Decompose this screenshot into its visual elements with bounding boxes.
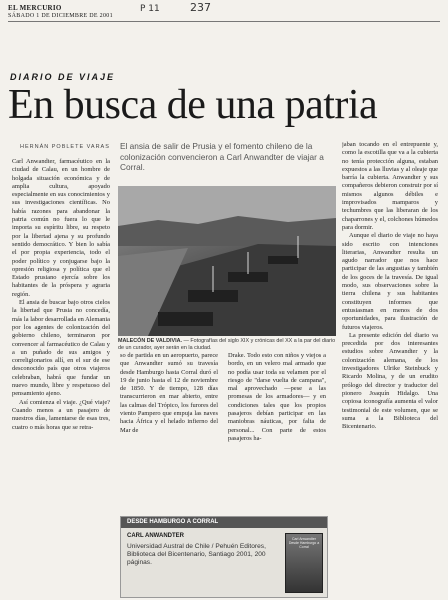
paragraph: Aunque el diario de viaje no haya sido escrito con intenciones literarias, Anwandter resulta un agudo narrador que nos hace participar de las angustias y también de los goces de la travesía. De igual modo, sus observaciones sobre la tierra chilena y sus habitantes constituyen informes que entusiasman en menos de dos oportunidades, para ilustración de futuros viajeros. xyxy=(342,232,438,331)
column-middle xyxy=(120,352,218,514)
byline: HERNÁN POBLETE VARAS xyxy=(20,144,110,150)
book-info-box xyxy=(120,516,328,598)
paragraph: Carl Anwandter, farmacéutico en la ciudad de Calau, en un hombre de holgada situación económica y de amplia cultura, apoyado especialmente en sus conocimientos y sus investigaciones científicas. No había razones para abandonar la patria común no fuera lo que le importa su espíritu libre, su respeto por la libertad ajena y su profundo sentido democrático. Y bien lo sabía el por propia experiencia, todo el poder político y conjugarse bajo la opresión religiosa y política que el Estado prusiano ejercía sobre los habitantes de la próspera y agraria región. xyxy=(12,158,110,298)
newspaper-name: EL MERCURIO xyxy=(8,4,62,12)
paragraph: El ansia de buscar bajo otros cielos la libertad que Prusia no concedía, más la labor desarrollada en Alemania por los agentes de colonización del gobierno chileno, terminaron por convencer al farmacéutico de Calau y a un puñado de sus amigos y correligionarios allí, en el sur de ese desconocido país que otros viajeros celebraban, habrá que fundar un nuevo mundo, libre y respetuoso del pensamiento ajeno. xyxy=(12,299,110,398)
book-author: CARL ANWANDTER xyxy=(127,533,184,539)
column-third xyxy=(228,352,326,514)
paragraph: jaban tocando en el entrepuente y, como la escotilla que va a la cubierta no tenía protección alguna, estaban expuestos a las lluvias y al oleaje que barría la cubierta. Anwandter y sus compañeros debieron construir por sí mismos algunos débiles e improvisados mamparos y techumbres que las liberaran de los chaparrones y el, colchones húmedos para dormir. xyxy=(342,141,438,231)
paragraph: Así comienza el viaje. ¿Qué viaje? Cuando menos a un pasajero de nuestros días, lamentarse de esas tres, cuatro o más horas que se retra- xyxy=(12,398,110,431)
paragraph: Drake. Todo esto con niños y viejos a bordo, en un velero mal armado que no podía usar toda su velamen por el riesgo de "darse vuelta de campana", mal aprovechado —pese a las promesas de los armadores— y en condiciones tales que los propios pasajeros debían participar en las maniobras náuticas, por falta de personal... Con parte de estos pasajeros ha- xyxy=(228,352,326,442)
photo-valdivia-waterfront xyxy=(118,186,336,336)
book-cover-image xyxy=(285,533,323,593)
masthead-rule xyxy=(8,21,440,22)
photo-caption xyxy=(118,338,338,351)
caption-label: MALECÓN DE VALDIVIA. xyxy=(118,338,182,344)
section-label: DIARIO DE VIAJE xyxy=(10,72,116,82)
masthead xyxy=(8,4,113,20)
issue-date: SÁBADO 1 DE DICIEMBRE DE 2001 xyxy=(8,13,113,19)
handwritten-number: 237 xyxy=(190,1,211,14)
book-box-title: DESDE HAMBURGO A CORRAL xyxy=(121,517,327,528)
headline: En busca de una patria xyxy=(8,82,378,128)
column-right xyxy=(342,141,438,597)
book-cover-label: Carl Anwandter Desde Hamburgo a Corral xyxy=(288,537,320,549)
paragraph: La presente edición del diario va precedida por dos interesantes estudios sobre Anwandter y la colonización alemana, de los investigadores Ulrike Steinbuck y Ricardo Molina, y de un erudito prólogo del director y traductor del pionero Joaquín Hidalgo. Una copiosa iconografía aumenta el valor testimonial de este volumen, que se suma a la Biblioteca del Bicentenario. xyxy=(342,331,438,431)
handwritten-page-note: P 11 xyxy=(140,4,160,14)
lede: El ansia de salir de Prusia y el fomento chileno de la colonización convencieron a Carl Anwandter de viajar a Corral. xyxy=(120,141,324,172)
book-publication-info: Universidad Austral de Chile / Pehuén Editores, Biblioteca del Bicentenario, Santiago 2001, 200 páginas. xyxy=(127,543,266,566)
caption-text: — Fotografías del siglo XIX y crónicas del XX a la par del diario de un curador, ayer serán en la ciudad. xyxy=(118,338,336,351)
paragraph: so de partida en un aeropuerto, parece que Anwandter sumó su travesía desde Hamburgo hasta Corral duró el 19 de junio hasta el 12 de noviembre de 1850. Y de tiempo, 128 días transcurrieron en mar abierto, entre las calmas del Trópico, los furores del viento Pampero que empuja las naves hacia África y el helado infierno del Mar de xyxy=(120,352,218,434)
column-left xyxy=(12,158,110,598)
photo-illustration xyxy=(118,186,336,336)
